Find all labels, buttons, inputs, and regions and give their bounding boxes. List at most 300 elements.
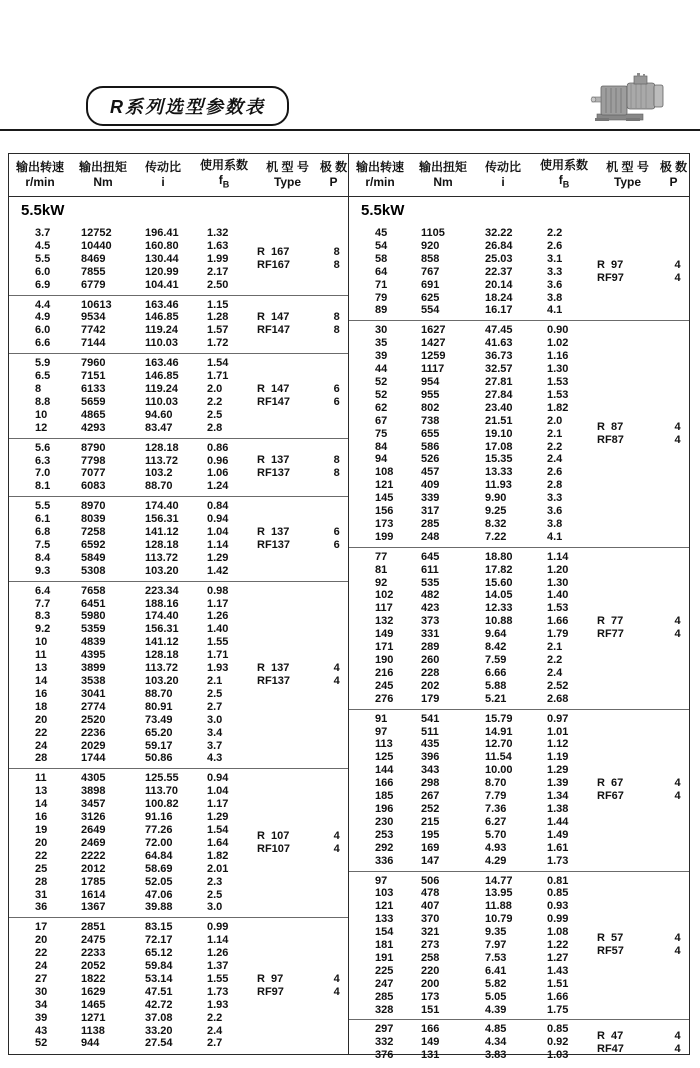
torque-cell: 2469 [81, 836, 106, 849]
speed-cell: 7.5 [35, 538, 51, 551]
ratio-cell: 27.81 [485, 375, 513, 388]
speed-cell: 92 [375, 576, 388, 589]
torque-cell: 7742 [81, 324, 106, 337]
factor-cell: 3.6 [547, 505, 563, 518]
factor-cell: 2.1 [547, 427, 563, 440]
torque-cell: 7258 [81, 526, 106, 539]
factor-cell: 1.51 [547, 977, 569, 990]
type-value: RF87 [597, 434, 624, 447]
ratio-cell: 6.66 [485, 666, 507, 679]
speed-cell: 8 [35, 382, 42, 395]
torque-cell: 267 [421, 790, 440, 803]
table-row [375, 492, 597, 505]
torque-cell: 3538 [81, 675, 106, 687]
torque-cell: 478 [421, 887, 440, 900]
selection-parameter-table [8, 153, 690, 1062]
factor-cell: 1.02 [547, 337, 569, 350]
row-list [349, 551, 597, 706]
speed-cell: 19 [35, 823, 48, 836]
ratio-cell: 18.80 [485, 550, 513, 563]
factor-cell: 4.1 [547, 304, 563, 317]
ratio-cell: 65.20 [145, 726, 173, 739]
torque-cell: 151 [421, 1003, 440, 1016]
speed-cell: 133 [375, 913, 394, 926]
speed-cell: 8.8 [35, 395, 51, 408]
speed-cell: 245 [375, 679, 394, 692]
table-row [375, 240, 597, 253]
speed-cell: 84 [375, 440, 388, 453]
table-row [375, 654, 597, 667]
torque-cell: 2520 [81, 713, 106, 726]
torque-cell: 526 [421, 453, 440, 466]
speed-cell: 145 [375, 492, 394, 505]
factor-cell: 2.17 [207, 265, 229, 278]
torque-cell: 331 [421, 628, 440, 641]
type-value: RF47 [597, 1042, 624, 1055]
poles-cell [666, 777, 689, 803]
ratio-cell: 11.54 [485, 751, 512, 764]
table-row [35, 422, 257, 435]
header-torque: 输出扭矩 Nm [418, 160, 467, 189]
torque-cell: 289 [421, 641, 440, 654]
page-title: R系列选型参数表 [86, 86, 289, 126]
ratio-cell: 9.25 [485, 505, 507, 518]
torque-cell: 6451 [81, 597, 106, 610]
type-cell [257, 662, 325, 688]
torque-cell: 179 [421, 692, 440, 705]
factor-cell: 0.85 [547, 1023, 569, 1036]
torque-cell: 858 [421, 252, 440, 265]
torque-cell: 1629 [81, 985, 106, 998]
ratio-cell: 41.63 [485, 337, 513, 350]
table-row [35, 279, 257, 292]
speed-cell: 5.9 [35, 357, 51, 370]
ratio-cell: 42.72 [145, 998, 173, 1011]
torque-cell: 9534 [81, 311, 106, 324]
type-value: RF107 [257, 843, 291, 856]
poles-value: 4 [333, 972, 340, 985]
speed-cell: 36 [35, 901, 48, 914]
factor-cell: 1.82 [547, 401, 569, 414]
speed-cell: 64 [375, 265, 388, 278]
torque-cell: 321 [421, 926, 440, 939]
table-row [375, 751, 597, 764]
torque-cell: 1271 [81, 1011, 106, 1024]
speed-cell: 5.6 [35, 441, 51, 454]
table-row [375, 978, 597, 991]
row-list [349, 324, 597, 543]
factor-cell: 1.53 [547, 375, 569, 388]
torque-cell: 5849 [81, 551, 106, 564]
factor-cell: 1.37 [207, 960, 229, 973]
type-cell [597, 1030, 666, 1056]
poles-value: 4 [674, 932, 681, 945]
table-row [35, 662, 257, 675]
ratio-cell: 130.44 [145, 252, 179, 265]
factor-cell: 1.93 [207, 662, 229, 675]
row-list [9, 585, 257, 766]
torque-cell: 7658 [81, 584, 106, 597]
table-row [35, 324, 257, 337]
torque-cell: 506 [421, 874, 440, 887]
ratio-cell: 65.12 [145, 947, 173, 960]
table-row [375, 803, 597, 816]
poles-value: 4 [674, 1029, 681, 1042]
torque-cell: 435 [421, 738, 440, 751]
ratio-cell: 10.00 [485, 764, 513, 777]
speed-cell: 185 [375, 790, 394, 803]
torque-cell: 4305 [81, 772, 106, 785]
factor-cell: 3.0 [207, 901, 223, 914]
factor-cell: 1.01 [547, 725, 569, 738]
ratio-cell: 12.33 [485, 602, 513, 615]
speed-cell: 79 [375, 291, 388, 304]
type-value: RF137 [257, 467, 291, 480]
ratio-cell: 25.03 [485, 252, 513, 265]
header-torque: 输出扭矩 Nm [78, 160, 127, 189]
table-row [35, 798, 257, 811]
ratio-cell: 91.16 [145, 811, 173, 824]
table-row [35, 357, 257, 370]
table-row [35, 227, 257, 240]
type-cell [257, 383, 325, 409]
torque-cell: 645 [421, 550, 440, 563]
torque-cell: 8469 [81, 252, 106, 265]
speed-cell: 6.6 [35, 337, 51, 350]
ratio-cell: 21.51 [485, 414, 513, 427]
speed-cell: 7.7 [35, 597, 51, 610]
ratio-cell: 4.29 [485, 854, 507, 867]
factor-cell: 1.53 [547, 602, 569, 615]
table-row [35, 467, 257, 480]
speed-cell: 28 [35, 875, 48, 888]
speed-cell: 6.9 [35, 278, 51, 291]
speed-cell: 247 [375, 977, 394, 990]
speed-cell: 149 [375, 628, 394, 641]
row-list [349, 227, 597, 317]
poles-value: 8 [333, 246, 340, 259]
speed-cell: 10 [35, 408, 48, 421]
table-row [375, 615, 597, 628]
speed-cell: 62 [375, 401, 388, 414]
speed-cell: 10 [35, 636, 48, 649]
table-row [35, 1012, 257, 1025]
speed-cell: 44 [375, 363, 388, 376]
torque-cell: 285 [421, 517, 440, 530]
type-value: R 137 [257, 662, 290, 674]
torque-cell: 1367 [81, 901, 106, 914]
factor-cell: 2.7 [207, 1037, 223, 1050]
torque-cell: 317 [421, 505, 440, 518]
ratio-cell: 119.24 [145, 382, 179, 395]
table-row [35, 409, 257, 422]
ratio-cell: 6.27 [485, 815, 507, 828]
ratio-cell: 6.41 [485, 964, 507, 977]
table-row-group [349, 1019, 689, 1065]
ratio-cell: 59.17 [145, 739, 173, 752]
factor-cell: 0.92 [547, 1036, 569, 1049]
type-cell [257, 454, 325, 480]
table-row [35, 824, 257, 837]
speed-cell: 43 [35, 1024, 48, 1037]
factor-cell: 1.28 [207, 311, 229, 324]
table-row [35, 811, 257, 824]
factor-cell: 1.24 [207, 480, 229, 493]
speed-cell: 30 [375, 324, 388, 337]
factor-cell: 3.3 [547, 492, 563, 505]
type-cell [597, 421, 666, 447]
type-value: R 67 [597, 777, 624, 790]
torque-cell: 2012 [81, 862, 106, 875]
speed-cell: 25 [35, 862, 48, 875]
torque-cell: 220 [421, 964, 440, 977]
table-row [35, 714, 257, 727]
factor-cell: 1.40 [547, 589, 569, 602]
speed-cell: 52 [375, 388, 388, 401]
table-row [375, 829, 597, 842]
speed-cell: 276 [375, 692, 394, 705]
table-row [35, 876, 257, 889]
table-row [375, 589, 597, 602]
ratio-cell: 7.79 [485, 790, 507, 803]
torque-cell: 1822 [81, 972, 106, 985]
ratio-cell: 39.88 [145, 901, 173, 914]
header-type: 机 型 号 Type [266, 160, 309, 189]
torque-cell: 3457 [81, 798, 106, 811]
poles-cell [666, 1030, 689, 1056]
ratio-cell: 174.40 [145, 610, 179, 623]
factor-cell: 0.99 [547, 913, 569, 926]
ratio-cell: 72.17 [145, 934, 173, 947]
ratio-cell: 77.26 [145, 823, 173, 836]
ratio-cell: 47.45 [485, 324, 513, 337]
ratio-cell: 9.90 [485, 492, 507, 505]
ratio-cell: 19.10 [485, 427, 513, 440]
ratio-cell: 4.93 [485, 841, 507, 854]
type-cell [257, 246, 325, 272]
factor-cell: 2.7 [207, 700, 223, 713]
poles-value: 4 [674, 615, 681, 628]
table-row [35, 585, 257, 598]
table-row-group [9, 917, 348, 1053]
table-row-group [9, 581, 348, 769]
type-value: RF147 [257, 324, 291, 337]
poles-value: 8 [333, 467, 340, 480]
speed-cell: 14 [35, 675, 48, 687]
ratio-cell: 174.40 [145, 500, 179, 513]
table-row [35, 863, 257, 876]
speed-cell: 171 [375, 641, 394, 654]
factor-unit: $f_B$ [218, 172, 230, 190]
ratio-cell: 128.18 [145, 441, 179, 454]
factor-cell: 0.96 [207, 454, 229, 467]
ratio-cell: 5.70 [485, 828, 507, 841]
ratio-cell: 103.2 [145, 467, 173, 480]
speed-cell: 125 [375, 751, 394, 764]
factor-cell: 1.54 [207, 823, 229, 836]
speed-cell: 166 [375, 777, 394, 790]
table-row [375, 376, 597, 389]
torque-cell: 2236 [81, 726, 106, 739]
speed-cell: 297 [375, 1023, 394, 1036]
speed-cell: 103 [375, 887, 394, 900]
ratio-cell: 196.41 [145, 227, 179, 239]
torque-cell: 1259 [421, 350, 446, 363]
factor-cell: 1.99 [207, 252, 229, 265]
ratio-cell: 8.42 [485, 641, 507, 654]
torque-cell: 131 [421, 1049, 440, 1062]
factor-cell: 3.3 [547, 265, 563, 278]
table-row [35, 921, 257, 934]
speed-cell: 22 [35, 849, 48, 862]
torque-cell: 541 [421, 712, 440, 725]
type-value: R 137 [257, 525, 290, 538]
factor-cell: 3.8 [547, 291, 563, 304]
torque-cell: 409 [421, 479, 440, 492]
ratio-cell: 12.70 [485, 738, 513, 751]
factor-cell: 1.39 [547, 777, 569, 790]
speed-cell: 94 [375, 453, 388, 466]
poles-value: 4 [333, 662, 340, 674]
factor-cell: 1.32 [207, 227, 229, 239]
table-row [35, 901, 257, 914]
table-row [35, 999, 257, 1012]
ratio-cell: 64.84 [145, 849, 173, 862]
row-list [9, 772, 257, 914]
factor-cell: 2.8 [207, 421, 223, 434]
speed-cell: 39 [35, 1011, 48, 1024]
speed-cell: 24 [35, 739, 48, 752]
torque-cell: 535 [421, 576, 440, 589]
table-row [35, 552, 257, 565]
speed-cell: 5.5 [35, 252, 51, 265]
table-row [375, 1049, 597, 1062]
factor-cell: 0.81 [547, 874, 569, 887]
speed-cell: 11 [35, 772, 47, 785]
poles-cell [666, 615, 689, 641]
table-row [35, 370, 257, 383]
factor-cell: 1.72 [207, 337, 229, 350]
factor-cell: 2.8 [547, 479, 563, 492]
ratio-cell: 94.60 [145, 408, 173, 421]
factor-cell: 1.42 [207, 564, 229, 577]
torque-cell: 343 [421, 764, 440, 777]
table-row [35, 675, 257, 688]
table-row [375, 628, 597, 641]
ratio-cell: 8.32 [485, 517, 507, 530]
row-list [9, 921, 257, 1050]
factor-cell: 1.29 [547, 764, 569, 777]
poles-value: 4 [674, 434, 681, 447]
poles-value: 4 [674, 272, 681, 285]
ratio-cell: 36.73 [485, 350, 513, 363]
table-row [35, 636, 257, 649]
ratio-cell: 17.08 [485, 440, 513, 453]
speed-cell: 328 [375, 1003, 394, 1016]
factor-cell: 2.1 [207, 675, 223, 687]
speed-cell: 9.3 [35, 564, 51, 577]
table-row [375, 1004, 597, 1017]
ratio-cell: 88.70 [145, 687, 173, 700]
speed-cell: 17 [35, 921, 48, 934]
factor-cell: 1.63 [207, 239, 229, 252]
poles-value: 8 [333, 259, 340, 272]
speed-cell: 89 [375, 304, 388, 317]
table-row-group [349, 547, 689, 709]
torque-cell: 3041 [81, 687, 106, 700]
speed-cell: 81 [375, 563, 388, 576]
torque-cell: 2233 [81, 947, 106, 960]
row-list [9, 227, 257, 292]
factor-cell: 0.93 [547, 900, 569, 913]
speed-cell: 191 [375, 951, 394, 964]
table-row [35, 752, 257, 765]
speed-cell: 8.4 [35, 551, 51, 564]
factor-cell: 3.4 [207, 726, 223, 739]
ratio-cell: 10.88 [485, 615, 513, 628]
factor-cell: 1.14 [547, 550, 569, 563]
speed-cell: 173 [375, 517, 394, 530]
speed-cell: 117 [375, 602, 393, 615]
torque-cell: 611 [421, 563, 439, 576]
speed-cell: 75 [375, 427, 388, 440]
torque-cell: 1614 [81, 888, 106, 901]
speed-cell: 9.2 [35, 623, 51, 636]
torque-cell: 396 [421, 751, 440, 764]
table-row [35, 727, 257, 740]
ratio-cell: 83.15 [145, 921, 173, 934]
type-value: RF147 [257, 395, 291, 408]
table-row [35, 740, 257, 753]
factor-cell: 1.19 [547, 751, 569, 764]
factor-cell: 1.54 [207, 357, 229, 370]
ratio-cell: 128.18 [145, 538, 179, 551]
table-row [35, 598, 257, 611]
table-row [35, 455, 257, 468]
speed-cell: 18 [35, 700, 48, 713]
table-row [375, 887, 597, 900]
table-row [375, 577, 597, 590]
ratio-cell: 113.72 [145, 662, 179, 675]
type-cell [257, 526, 325, 552]
type-cell [597, 932, 666, 958]
torque-cell: 6133 [81, 382, 106, 395]
torque-cell: 738 [421, 414, 440, 427]
table-row [375, 777, 597, 790]
table-row [375, 641, 597, 654]
factor-cell: 2.50 [207, 278, 229, 291]
table-row [375, 913, 597, 926]
torque-cell: 1105 [421, 227, 445, 239]
ratio-cell: 223.34 [145, 584, 179, 597]
table-row [35, 396, 257, 409]
factor-cell: 1.93 [207, 998, 229, 1011]
factor-cell: 1.30 [547, 576, 569, 589]
ratio-cell: 47.51 [145, 985, 173, 998]
table-row [375, 415, 597, 428]
row-list [349, 1023, 597, 1062]
table-row [35, 889, 257, 902]
type-value: RF97 [597, 272, 624, 285]
table-row [375, 389, 597, 402]
factor-cell: 0.90 [547, 324, 569, 337]
torque-cell: 12752 [81, 227, 112, 239]
speed-cell: 336 [375, 854, 394, 867]
ratio-cell: 141.12 [145, 526, 179, 539]
torque-cell: 5308 [81, 564, 106, 577]
table-row [375, 505, 597, 518]
poles-value: 4 [333, 985, 340, 998]
